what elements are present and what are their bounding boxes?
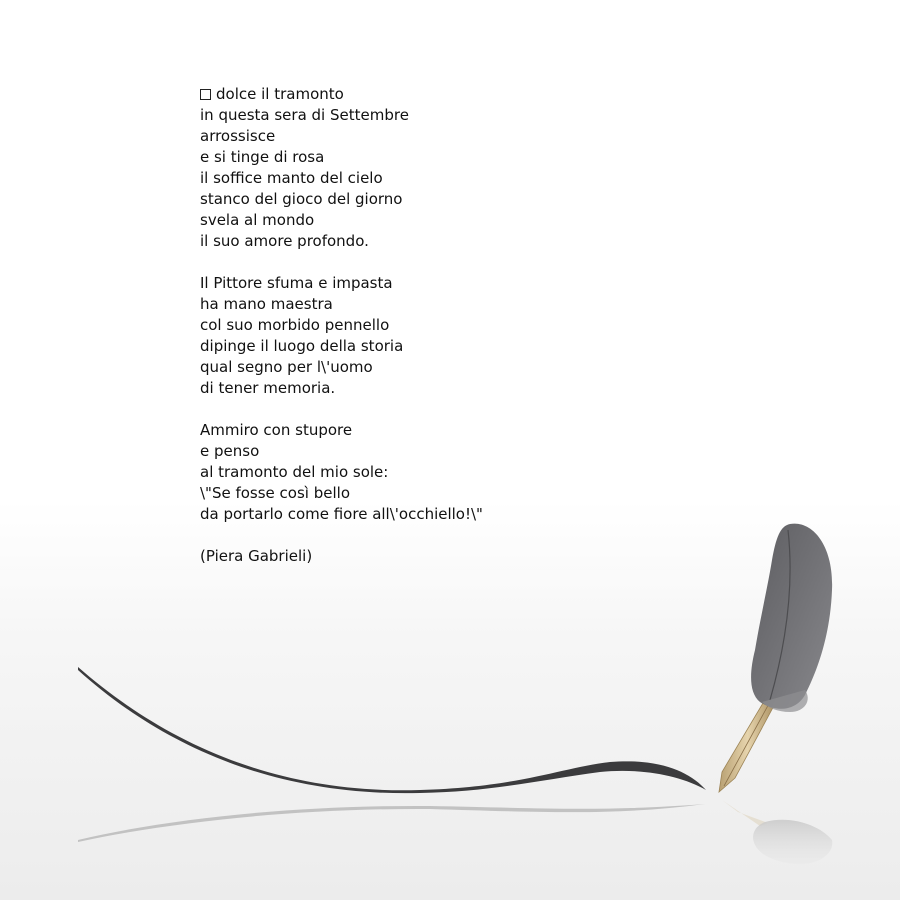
poem-text — [200, 84, 720, 567]
poem-line: in questa sera di Settembre — [200, 106, 409, 124]
poem-author: (Piera Gabrieli) — [200, 547, 313, 565]
poem-line: svela al mondo — [200, 211, 315, 229]
feather-reflection-icon — [722, 800, 832, 864]
poem-line: Ammiro con stupore — [200, 421, 353, 439]
stanza-gap — [200, 252, 720, 273]
ink-swoosh-reflection-icon — [78, 804, 705, 842]
poem-line: qual segno per l\'uomo — [200, 358, 373, 376]
poem-line-text: dolce il tramonto — [216, 85, 344, 103]
ink-swoosh-icon — [78, 667, 706, 793]
poem-line: di tener memoria. — [200, 379, 336, 397]
feather-quill-icon — [751, 524, 832, 712]
poem-line: da portarlo come fiore all\'occhiello!\" — [200, 505, 483, 523]
poem-line: al tramonto del mio sole: — [200, 463, 389, 481]
poem-line: e penso — [200, 442, 260, 460]
poem-line: il suo amore profondo. — [200, 232, 369, 250]
stanza-gap — [200, 525, 720, 546]
missing-glyph-icon — [200, 89, 211, 100]
poem-line: e si tinge di rosa — [200, 148, 325, 166]
poem-line: ha mano maestra — [200, 295, 333, 313]
poem-line: \"Se fosse così bello — [200, 484, 350, 502]
poem-line: stanco del gioco del giorno — [200, 190, 403, 208]
poem-line — [200, 84, 720, 105]
poem-line: dipinge il luogo della storia — [200, 337, 404, 355]
poem-line: il soffice manto del cielo — [200, 169, 383, 187]
poem-line: Il Pittore sfuma e impasta — [200, 274, 393, 292]
quill-nib-icon — [719, 698, 776, 792]
poem-line: arrossisce — [200, 127, 276, 145]
poem-line: col suo morbido pennello — [200, 316, 390, 334]
stanza-gap — [200, 399, 720, 420]
